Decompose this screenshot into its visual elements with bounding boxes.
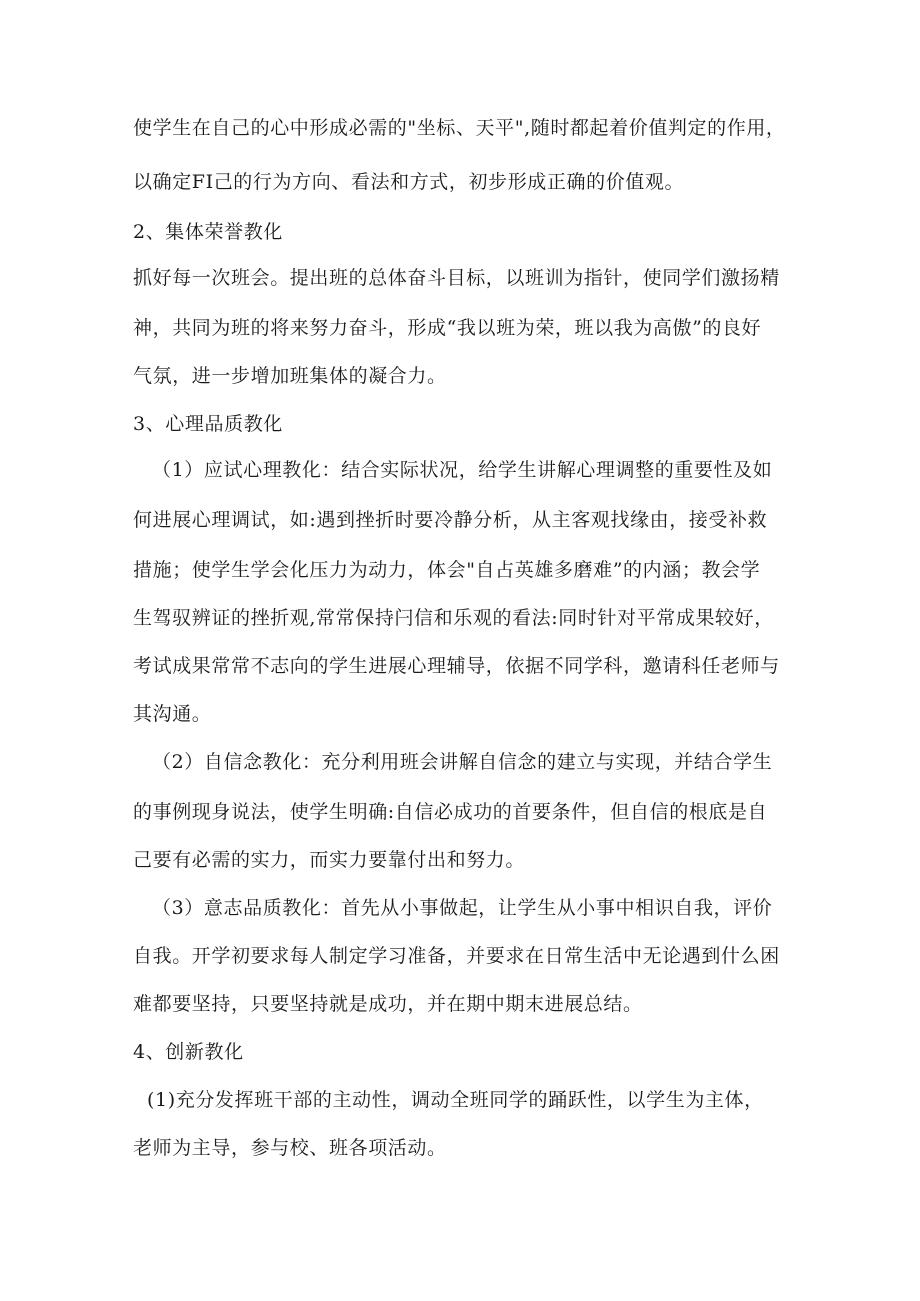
paragraph-line: 其沟通。: [133, 703, 212, 725]
section-heading: 4、创新教化: [133, 1041, 244, 1063]
paragraph-line: 抓好每一次班会。提出班的总体奋斗目标，以班训为指针，使同学们激扬精: [133, 267, 780, 289]
paragraph-line: 措施；使学生学会化压力为动力，体会"自占英雄多磨难”的内涵；教会学: [133, 559, 761, 581]
paragraph-line: 考试成果常常不志向的学生进展心理辅导，依据不同学科，邀请科任老师与: [133, 655, 780, 677]
paragraph-line: 生驾驭辨证的挫折观,常常保持闩信和乐观的看法:同时针对平常成果较好，: [133, 607, 774, 629]
paragraph-line: 难都要坚持，只要坚持就是成功，并在期中期末进展总结。: [133, 993, 643, 1015]
paragraph-line: （2）自信念教化：充分利用班会讲解自信念的建立与实现，并结合学生: [152, 751, 773, 773]
paragraph-line: （3）意志品质教化：首先从小事做起，让学生从小事中相识自我，评价: [152, 897, 773, 919]
section-heading: 2、集体荣誉教化: [133, 221, 283, 243]
paragraph-line: (1)充分发挥班干部的主动性，调动全班同学的踊跃性，以学生为主体，: [147, 1089, 764, 1111]
paragraph-line: 气氛，进一步增加班集体的凝合力。: [133, 365, 447, 387]
paragraph-line: （1）应试心理教化：结合实际状况，给学生讲解心理调整的重要性及如: [152, 459, 773, 481]
paragraph-line: 神，共同为班的将来努力奋斗，形成“我以班为荣，班以我为高傲”的良好: [133, 317, 762, 339]
paragraph-line: 的事例现身说法，使学生明确:自信必成功的首要条件，但自信的根底是自: [133, 801, 768, 823]
paragraph-line: 己要有必需的实力，而实力要靠付出和努力。: [133, 849, 526, 871]
paragraph-line: 以确定FI己的行为方向、看法和方式，初步形成正确的价值观。: [133, 171, 685, 193]
paragraph-line: 老师为主导，参与校、班各项活动。: [133, 1137, 447, 1159]
paragraph-line: 使学生在自己的心中形成必需的"坐标、天平",随时都起着价值判定的作用，: [133, 117, 786, 139]
paragraph-line: 自我。开学初要求每人制定学习准备，并要求在日常生活中无论遇到什么困: [133, 945, 780, 967]
section-heading: 3、心理品质教化: [133, 413, 283, 435]
paragraph-line: 何进展心理调试，如:遇到挫折时要冷静分析，从主客观找缘由，接受补救: [133, 509, 768, 531]
